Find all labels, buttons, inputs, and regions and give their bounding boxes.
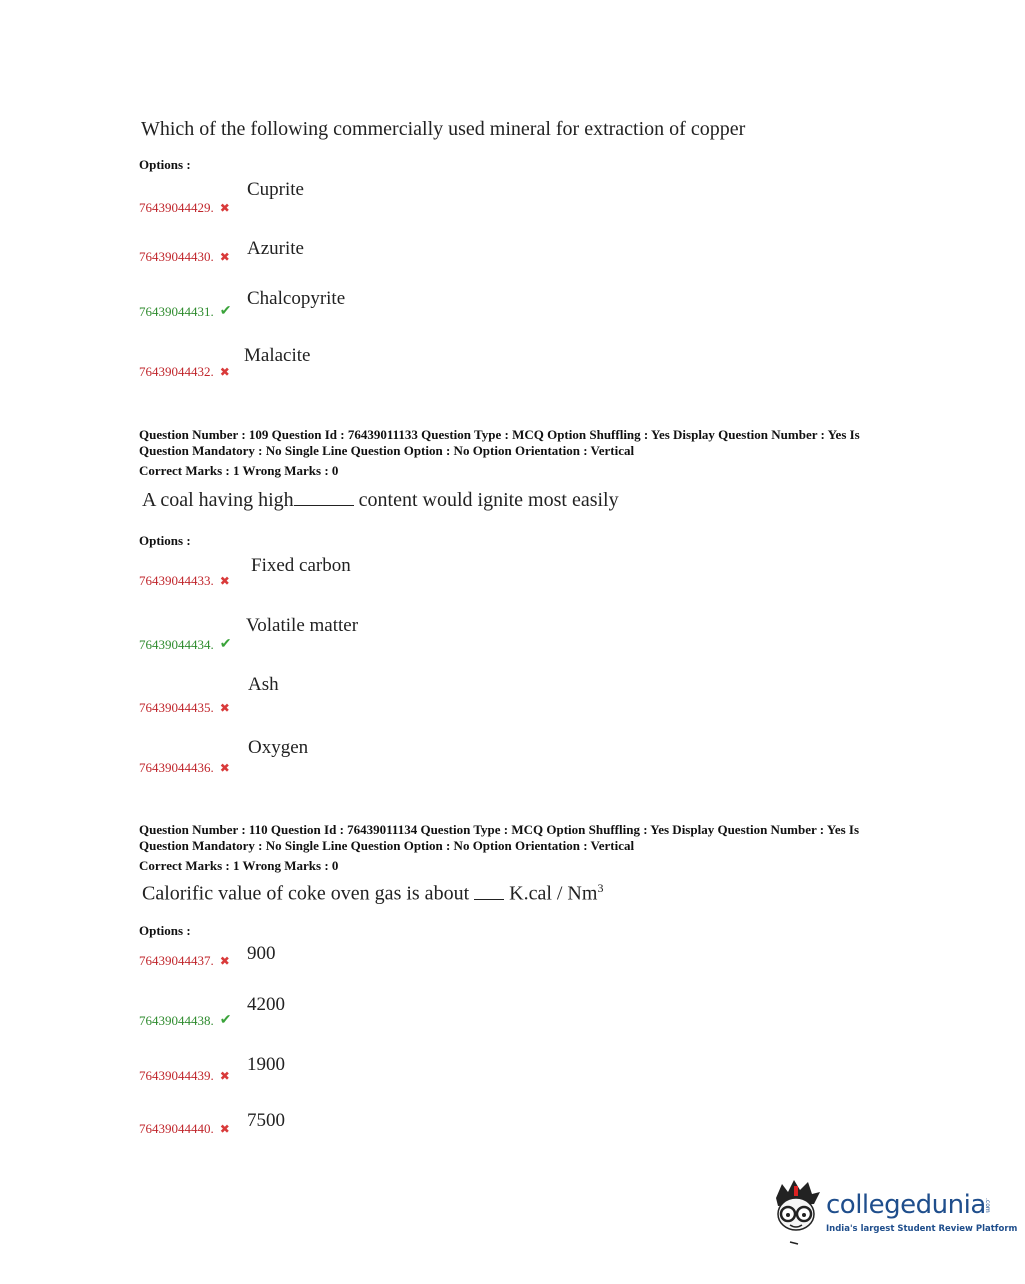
q3-option-1-text: 900 [247,943,276,964]
cross-icon: ✖ [219,954,230,968]
q2-option-4-text: Oxygen [248,737,309,758]
answer-blank [474,899,504,900]
cross-icon: ✖ [219,201,230,215]
q2-option-3-text: Ash [248,674,279,695]
q1-option-3-id: 76439044431. ✔ [139,304,232,319]
q3-option-2-text: 4200 [247,994,285,1015]
cross-icon: ✖ [219,1122,230,1136]
logo-tagline: India's largest Student Review Platform [826,1224,1018,1234]
question-2-meta: Question Number : 109 Question Id : 76439011133 Question Type : MCQ Option Shuffling : Yes Display Question Number : Yes Is Question Mandatory : No Single Line Question Option : No Option Orientation : Vertical [139,427,860,458]
cross-icon: ✖ [219,761,230,775]
question-3-options-label: Options : [139,923,191,938]
logo-wordmark: collegedunia [826,1190,986,1220]
question-2-marks: Correct Marks : 1 Wrong Marks : 0 [139,463,339,478]
q1-option-2-id: 76439044430. ✖ [139,249,230,264]
question-3-marks: Correct Marks : 1 Wrong Marks : 0 [139,858,339,873]
q3-option-3-id: 76439044439. ✖ [139,1068,230,1083]
cross-icon: ✖ [219,250,230,264]
question-3-meta: Question Number : 110 Question Id : 76439011134 Question Type : MCQ Option Shuffling : Yes Display Question Number : Yes Is Question Mandatory : No Single Line Question Option : No Option Orientation : Vertical [139,822,860,853]
q1-option-3-text: Chalcopyrite [247,288,346,309]
answer-blank [294,505,354,506]
q2-option-2-text: Volatile matter [246,615,359,636]
cross-icon: ✖ [219,701,230,715]
question-2-options-label: Options : [139,533,191,548]
collegedunia-logo [768,1176,1018,1246]
q3-option-4-text: 7500 [247,1110,285,1131]
q3-option-4-id: 76439044440. ✖ [139,1121,230,1136]
q1-option-1-text: Cuprite [247,179,304,200]
q2-option-1-text: Fixed carbon [251,555,351,576]
question-2-text: A coal having high content would ignite most easily [142,489,619,511]
q2-option-3-id: 76439044435. ✖ [139,700,230,715]
question-1-options-label: Options : [139,157,191,172]
cross-icon: ✖ [219,365,230,379]
check-icon: ✔ [219,637,232,652]
q2-option-4-id: 76439044436. ✖ [139,760,230,775]
check-icon: ✔ [219,304,232,319]
q3-option-1-id: 76439044437. ✖ [139,953,230,968]
q2-option-1-id: 76439044433. ✖ [139,573,230,588]
q2-option-2-id: 76439044434. ✔ [139,637,232,652]
q1-option-2-text: Azurite [247,238,304,259]
question-3-text: Calorific value of coke oven gas is about K.cal / Nm$^3$ [142,881,604,905]
q1-option-4-text: Malacite [244,345,311,366]
q1-option-4-id: 76439044432. ✖ [139,364,230,379]
check-icon: ✔ [219,1013,232,1028]
logo-com-suffix: .com [984,1198,991,1213]
question-1-text: Which of the following commercially used mineral for extraction of copper [141,118,746,140]
q1-option-1-id: 76439044429. ✖ [139,200,230,215]
q3-option-2-id: 76439044438. ✔ [139,1013,232,1028]
cross-icon: ✖ [219,1069,230,1083]
q3-option-3-text: 1900 [247,1054,285,1075]
cross-icon: ✖ [219,574,230,588]
mascot-icon [768,1176,826,1246]
